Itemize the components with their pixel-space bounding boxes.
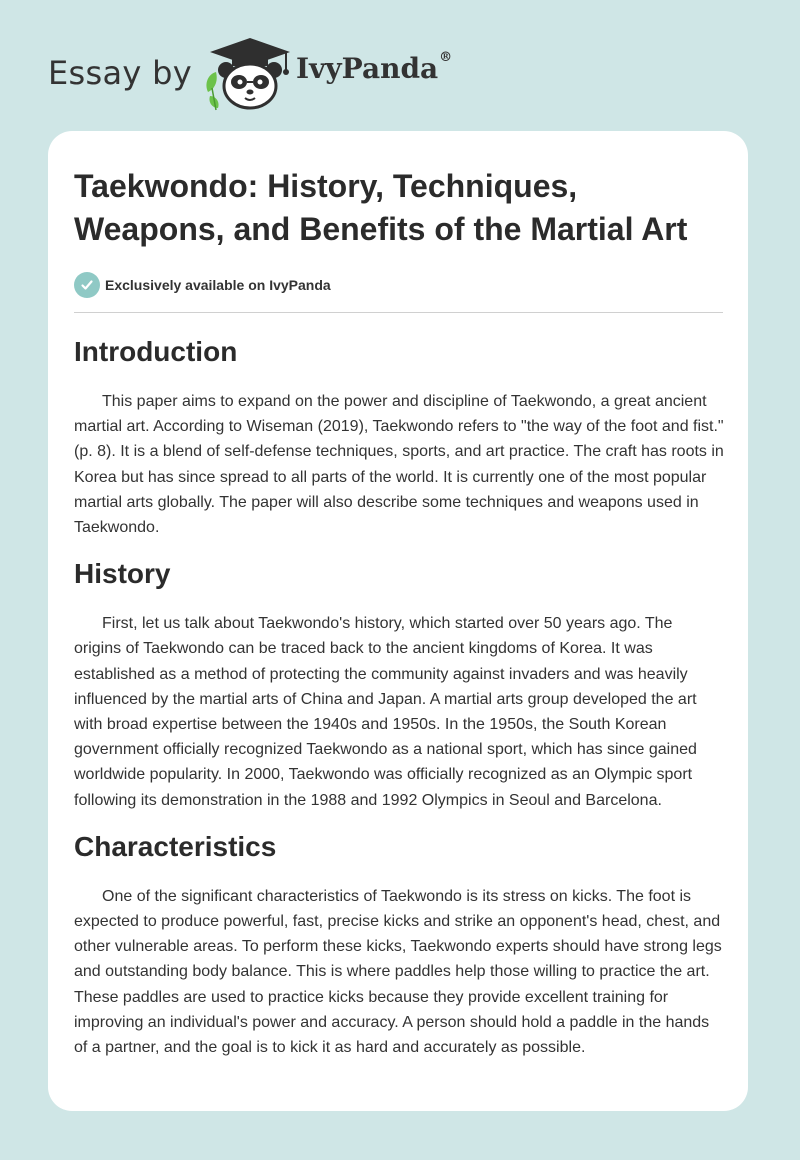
check-icon xyxy=(74,272,100,298)
section-paragraph-characteristics: One of the significant characteristics of Taekwondo is its stress on kicks. The foot is expected to produce powerful, fast, precise kicks and strike an opponent's head, chest, and other vulnerable areas. To perform these kicks, Taekwondo experts should have strong legs and outstanding body balance. This is where paddles help those willing to practice the art. These paddles are used to practice kicks because they provide excellent training for improving an individual's power and accuracy. A person should hold a paddle in the hands of a partner, and the goal is to kick it as hard and accurately as possible. xyxy=(74,887,722,1057)
section-heading-introduction: Introduction xyxy=(74,336,238,367)
section-heading-characteristics: Characteristics xyxy=(74,830,277,862)
brand-header[interactable] xyxy=(48,34,468,114)
registered-mark: ® xyxy=(439,50,453,65)
exclusive-label: Exclusively available on IvyPanda xyxy=(105,277,331,293)
section-paragraph-history: First, let us talk about Taekwondo's history, which started over 50 years ago. The origins of Taekwondo can be traced back to the ancient kingdoms of Korea. It was established as a method of protecting the community against invaders and was heavily influenced by the martial arts of China and Japan. A martial arts group developed the art with broad expertise between the 1940s and 1950s. In the 1950s, the South Korean government officially recognized Taekwondo as a national sport, which has since gained worldwide popularity. In 2000, Taekwondo was officially recognized as an Olympic sport following its demonstration in the 1988 and 1992 Olympics in Seoul and Barcelona. xyxy=(74,615,697,809)
essay-content xyxy=(74,165,724,1060)
brand-name xyxy=(296,52,452,85)
essay-card xyxy=(48,131,748,1111)
panda-logo-icon xyxy=(202,36,298,112)
brand-prefix: Essay by xyxy=(48,54,192,92)
section-paragraph-introduction: This paper aims to expand on the power and discipline of Taekwondo, a great ancient martial art. According to Wiseman (2019), Taekwondo refers to "the way of the foot and fist." (p. 8). It is a blend of self-defense techniques, sports, and art practice. The craft has roots in Korea but has since spread to all parts of the world. It is currently one of the most popular martial arts globally. The paper will also describe some techniques and weapons used in Taekwondo. xyxy=(74,393,724,537)
title-divider xyxy=(74,312,723,313)
exclusive-badge xyxy=(74,271,724,299)
page-title: Taekwondo: History, Techniques, Weapons, and Benefits of the Martial Art xyxy=(74,168,688,247)
section-heading-history: History xyxy=(74,558,171,590)
brand-name-text: IvyPanda xyxy=(296,52,439,85)
